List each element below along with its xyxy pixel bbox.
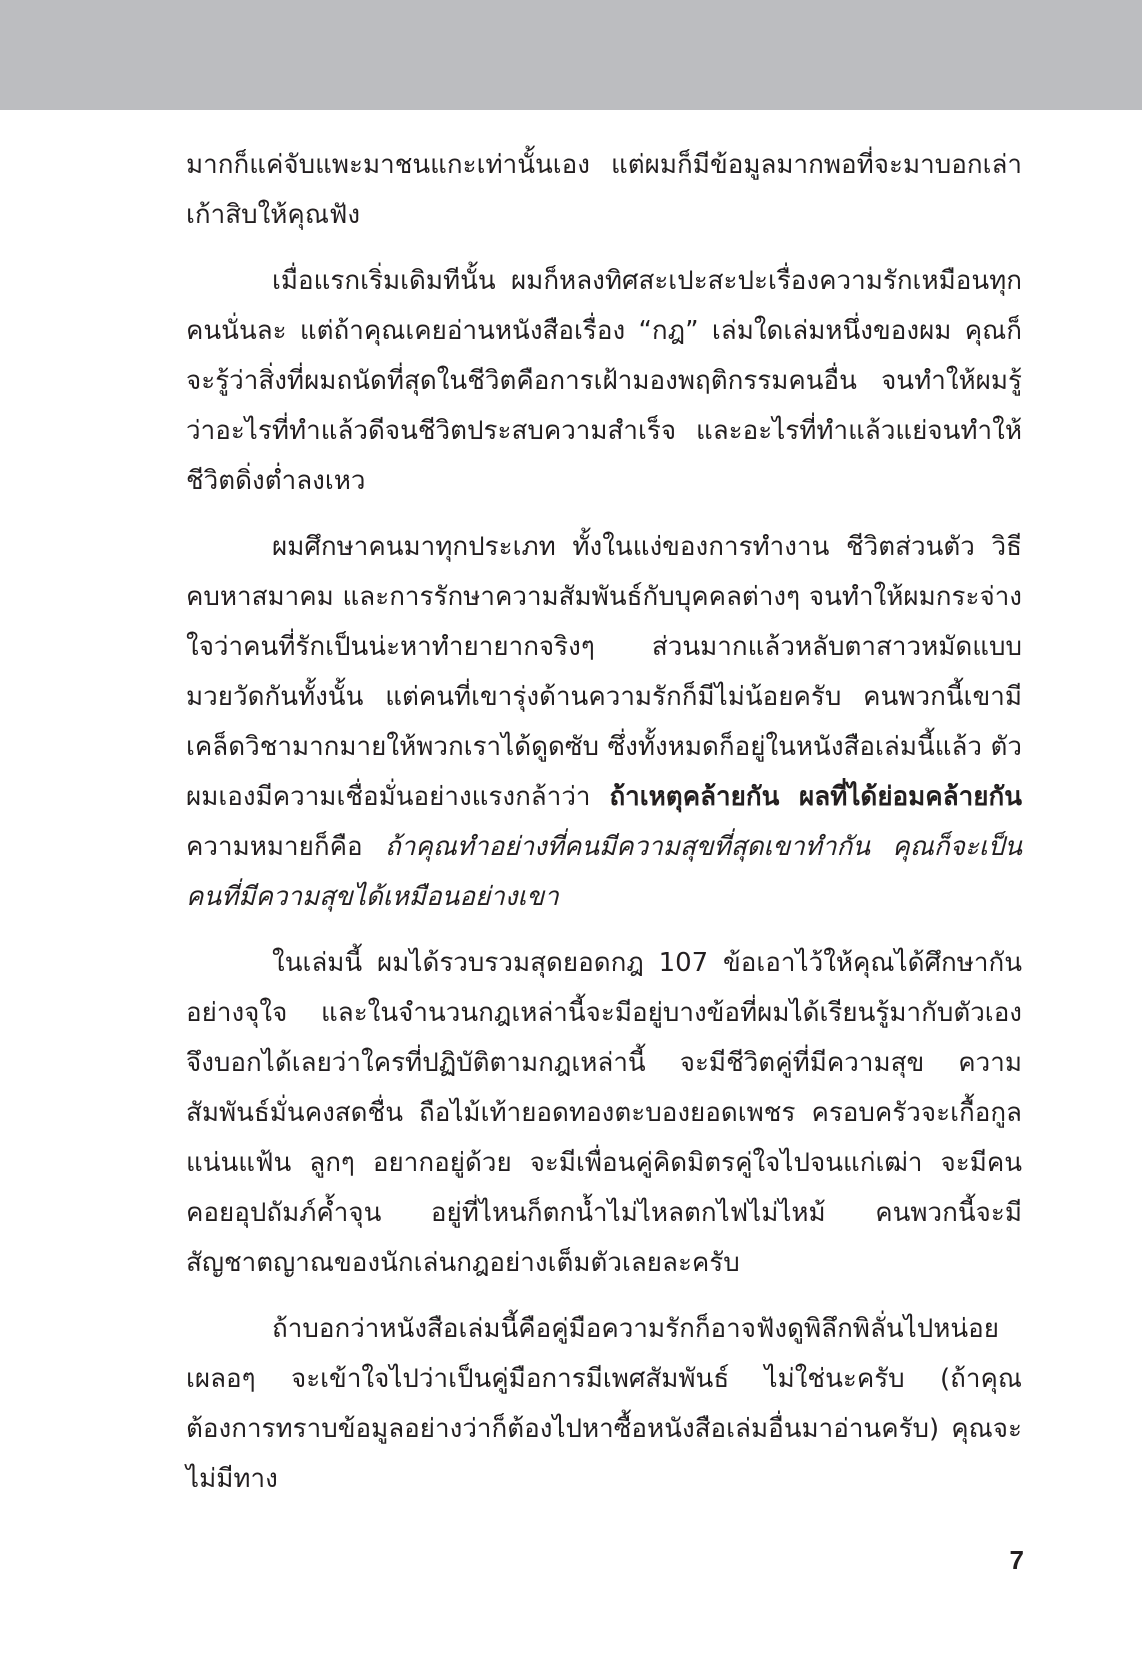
paragraph-4-text: ในเล่มนี้ ผมได้รวบรวมสุดยอดกฎ 107 ข้อเอาไว้ให้คุณได้ศึกษากันอย่างจุใจ และในจำนวนกฎเหล่านี้จะมีอยู่บางข้อที่ผมได้เรียนรู้มากับตัวเอง จึงบอกได้เลยว่าใครที่ปฏิบัติตามกฎเหล่านี้ จะมีชีวิตคู่ที่มีความสุข ความสัมพันธ์มั่นคงสดชื่น ถือไม้เท้ายอดทองตะบองยอดเพชร ครอบครัวจะเกื้อกูลแน่นแฟ้น ลูกๆ อยากอยู่ด้วย จะมีเพื่อนคู่คิดมิตรคู่ใจไปจนแก่เฒ่า จะมีคนคอยอุปถัมภ์ค้ำจุน อยู่ที่ไหนก็ตกน้ำไม่ไหลตกไฟไม่ไหม้ คนพวกนี้จะมีสัญชาตญาณของนักเล่นกฎอย่างเต็มตัวเลยละครับ [186,948,1022,1278]
paragraph-3-text-before: ผมศึกษาคนมาทุกประเภท ทั้งในแง่ของการทำงาน ชีวิตส่วนตัว วิธีคบหาสมาคม และการรักษาความสัมพันธ์กับบุคคลต่างๆ จนทำให้ผมกระจ่างใจว่าคนที่รักเป็นน่ะหาทำยายากจริงๆ ส่วนมากแล้วหลับตาสาวหมัดแบบมวยวัดกันทั้งนั้น แต่คนที่เขารุ่งด้านความรักก็มีไม่น้อยครับ คนพวกนี้เขามีเคล็ดวิชามากมายให้พวกเราได้ดูดซับ ซึ่งทั้งหมดก็อยู่ในหนังสือเล่มนี้แล้ว ตัวผมเองมีความเชื่อมั่นอย่างแรงกล้าว่า [186,532,1022,812]
page-number: 7 [1009,1545,1024,1575]
paragraph-3-italic-phrase: ถ้าคุณทำอย่างที่คนมีความสุขที่สุดเขาทำกัน คุณก็จะเป็นคนที่มีความสุขได้เหมือนอย่างเขา [186,832,1022,912]
paragraph-5 [186,1304,1022,1504]
paragraph-4 [186,938,1022,1288]
paragraph-3 [186,522,1022,922]
page-header-band [0,0,1142,110]
paragraph-5-text: ถ้าบอกว่าหนังสือเล่มนี้คือคู่มือความรักก็อาจฟังดูพิลึกพิลั่นไปหน่อยเผลอๆ จะเข้าใจไปว่าเป็นคู่มือการมีเพศสัมพันธ์ ไม่ใช่นะครับ (ถ้าคุณต้องการทราบข้อมูลอย่างว่าก็ต้องไปหาซื้อหนังสือเล่มอื่นมาอ่านครับ) คุณจะไม่มีทาง [186,1314,1022,1494]
paragraph-1 [186,140,1022,240]
paragraph-2 [186,256,1022,506]
paragraph-3-text-middle: ความหมายก็คือ [186,832,385,862]
page-body [186,140,1022,1520]
paragraph-2-text: เมื่อแรกเริ่มเดิมทีนั้น ผมก็หลงทิศสะเปะสะปะเรื่องความรักเหมือนทุกคนนั่นละ แต่ถ้าคุณเคยอ่านหนังสือเรื่อง “กฎ” เล่มใดเล่มหนึ่งของผม คุณก็จะรู้ว่าสิ่งที่ผมถนัดที่สุดในชีวิตคือการเฝ้ามองพฤติกรรมคนอื่น จนทำให้ผมรู้ว่าอะไรที่ทำแล้วดีจนชีวิตประสบความสำเร็จ และอะไรที่ทำแล้วแย่จนทำให้ชีวิตดิ่งต่ำลงเหว [186,266,1022,496]
paragraph-1-text: มากก็แค่จับแพะมาชนแกะเท่านั้นเอง แต่ผมก็มีข้อมูลมากพอที่จะมาบอกเล่าเก้าสิบให้คุณฟัง [186,150,1022,230]
paragraph-3-bold-phrase: ถ้าเหตุคล้ายกัน ผลที่ได้ย่อมคล้ายกัน [609,782,1022,812]
